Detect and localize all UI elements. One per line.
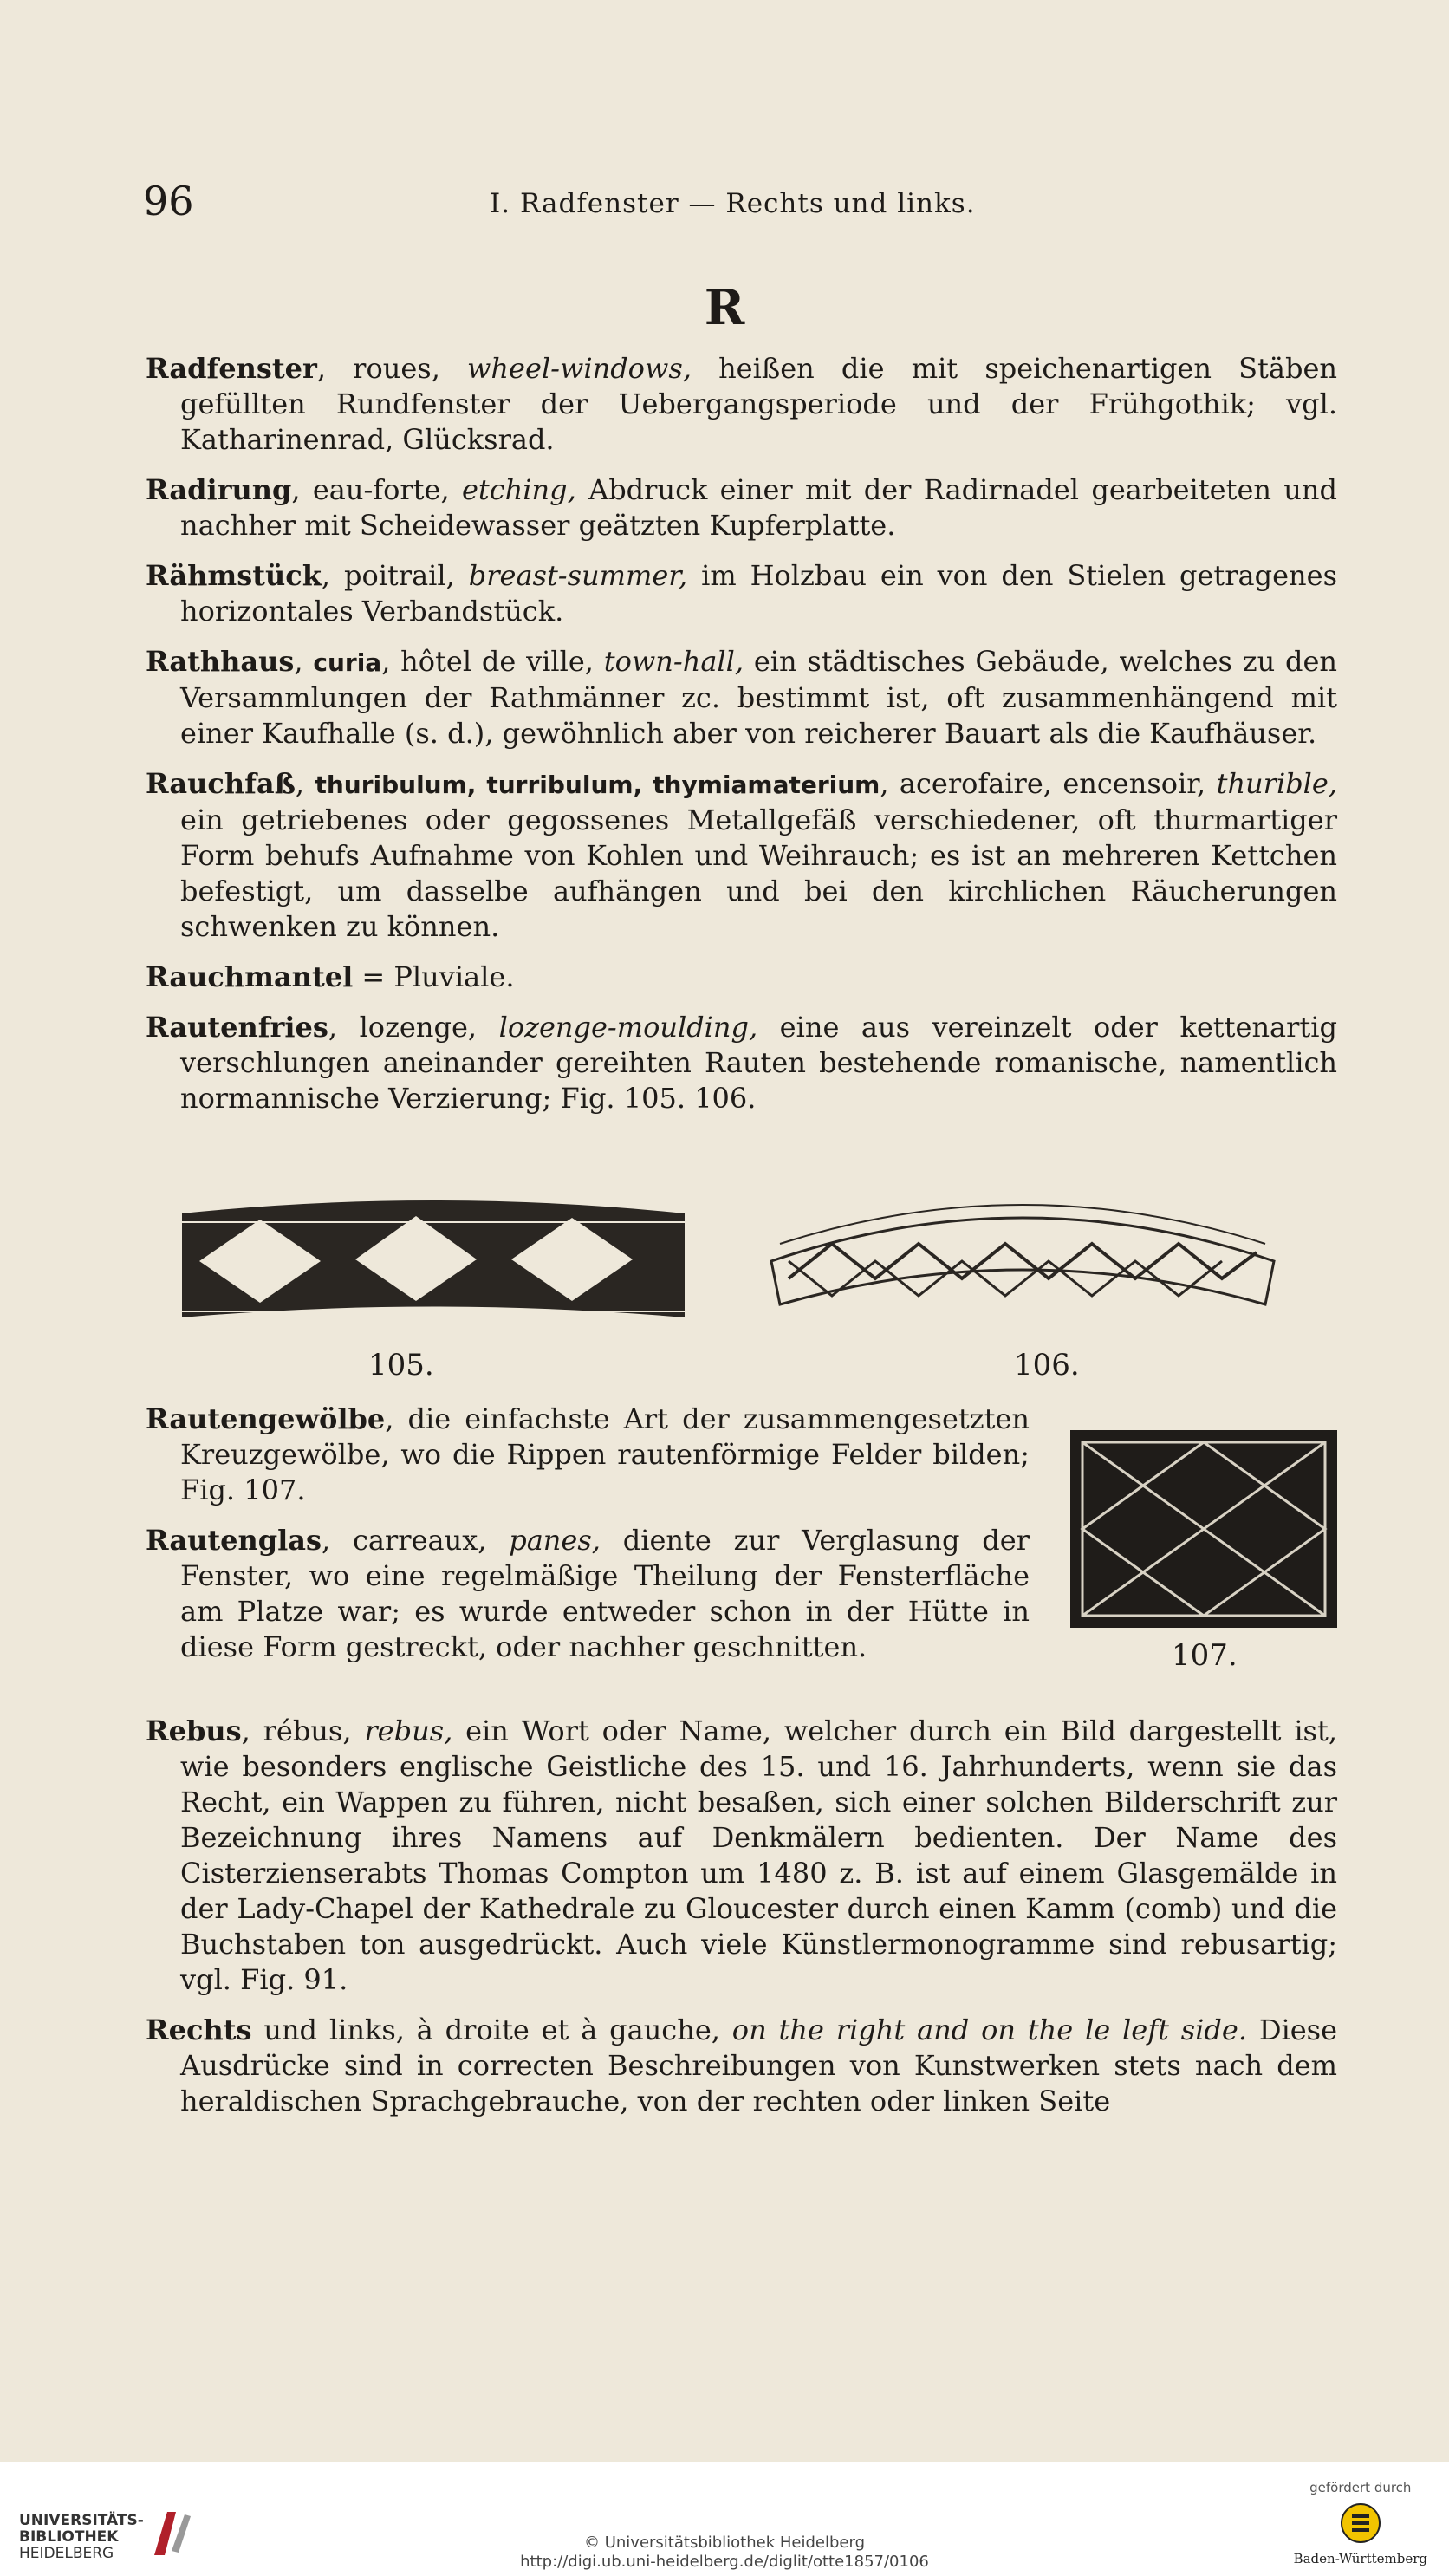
headword: Rautengewölbe: [146, 1402, 386, 1435]
baden-wuerttemberg-logo-icon: [1340, 2502, 1381, 2544]
dictionary-entry: [146, 644, 1337, 751]
entry-text: ein Wort oder Name, welcher durch ein Bild dargestellt ist, wie besonders englische Geistliche des 15. und 16. Jahrhunderts, wenn sie das Recht, ein Wappen zu führen, nicht besaßen, sich einer solchen Bilderschrift zur Bezeichnung ihres Namens auf Denkmälern bedienten. Der Name des Cisterzienserabts Thomas Compton um 1480 z. B. ist auf einem Glasgemälde in der Lady-Chapel der Kathedrale zu Gloucester durch einen Kamm (comb) und die Buchstaben ton ausgedrückt. Auch viele Künstlermonogramme sind rebusartig; vgl. Fig. 91.: [180, 1714, 1338, 1996]
entry-text: , die einfachste Art der zusammengesetzten Kreuzgewölbe, wo die Rippen rautenförmige Felder bilden; Fig. 107.: [180, 1402, 1030, 1506]
entry-text: , acerofaire, encensoir,: [880, 767, 1217, 800]
dictionary-entry: [146, 558, 1337, 629]
entry-text: ,: [294, 645, 314, 678]
english-term: lozenge-moulding,: [498, 1011, 758, 1044]
entry-text: Abdruck einer mit der Radirnadel gearbeiteten und nachher mit Scheidewasser geätzten Kupferplatte.: [180, 473, 1338, 542]
entry-text: ,: [295, 767, 315, 800]
headword: Rähmstück: [146, 559, 322, 592]
source-url[interactable]: http://digi.ub.uni-heidelberg.de/diglit/otte1857/0106: [520, 2553, 929, 2571]
lozenge-frieze-figure-105: [182, 1192, 685, 1339]
headword: Rautenfries: [146, 1011, 328, 1044]
entry-text: , hôtel de ville,: [381, 645, 604, 678]
copyright-text: © Universitätsbibliothek Heidelberg: [583, 2534, 865, 2552]
latin-term: curia: [313, 648, 382, 677]
dictionary-entry: [146, 1523, 1030, 1665]
entry-text: ein getriebenes oder gegossenes Metallgefäß verschiedener, oft thurmartiger Form behufs Aufnahme von Kohlen und Weihrauch; es ist an mehreren Kettchen befestigt, um dasselbe aufhängen und bei den kirchlichen Räucherungen schwenken zu können.: [180, 803, 1337, 943]
headword: Rautenglas: [146, 1524, 322, 1557]
english-term: breast-summer,: [468, 559, 688, 592]
running-title: I. Radfenster — Rechts und links.: [490, 188, 976, 219]
entries-lower: [146, 1714, 1337, 2134]
figure-105-caption: 105.: [368, 1348, 434, 1382]
lozenge-frieze-figure-106: [763, 1183, 1283, 1339]
entry-text: im Holzbau ein von den Stielen getragenes horizontales Verbandstück.: [180, 559, 1338, 628]
dictionary-entry: [146, 472, 1337, 543]
library-line-3: HEIDELBERG: [19, 2545, 114, 2562]
entry-text: diente zur Verglasung der Fenster, wo eine regelmäßige Theilung der Fensterfläche am Platze war; es wurde entweder schon in der Hütte in diese Form gestreckt, oder nachher geschnitten.: [180, 1524, 1030, 1663]
english-term: panes,: [509, 1524, 601, 1557]
entry-text: und links, à droite et à gauche,: [251, 2013, 732, 2046]
funder-name: Baden-Württemberg: [1293, 2551, 1427, 2566]
figures-105-106: [173, 1183, 1300, 1400]
entry-text: , rébus,: [241, 1714, 365, 1747]
rib-vault-figure-107: [1070, 1430, 1337, 1628]
entry-text: eine aus vereinzelt oder kettenartig verschlungen aneinander gereihten Rauten bestehende romanische, namentlich normannische Verzierung; Fig. 105. 106.: [180, 1011, 1338, 1115]
funding-block: [1294, 2480, 1427, 2566]
figure-106-caption: 106.: [1014, 1348, 1080, 1382]
dictionary-entry: [146, 351, 1337, 458]
headword: Rathhaus: [146, 645, 295, 678]
english-term: town-hall,: [603, 645, 744, 678]
entry-text: , eau-forte,: [291, 473, 462, 506]
english-term: rebus,: [364, 1714, 453, 1747]
dictionary-entry: [146, 2013, 1337, 2119]
headword: Rebus: [146, 1714, 242, 1747]
entry-text: , poitrail,: [321, 559, 469, 592]
entry-text: , lozenge,: [328, 1011, 499, 1044]
entry-text: , roues,: [316, 352, 468, 385]
library-line-1: UNIVERSITÄTS-: [19, 2512, 144, 2529]
headword: Rauchmantel: [146, 960, 354, 993]
headword: Rechts: [146, 2013, 252, 2046]
dictionary-entry: [146, 1714, 1337, 1998]
page-header: [143, 178, 1339, 230]
funded-by-text: gefördert durch: [1309, 2480, 1412, 2495]
dictionary-entry: [146, 1010, 1337, 1116]
entry-text: Diese Ausdrücke sind in correcten Beschreibungen von Kunstwerken stets nach dem heraldischen Sprachgebrauche, von der rechten oder linken Seite: [180, 2013, 1338, 2117]
entry-text: ein städtisches Gebäude, welches zu den Versammlungen der Rathmänner zc. bestimmt ist, oft zusammenhängend mit einer Kaufhalle (s. d.), gewöhnlich aber von reicherer Bauart als die Kaufhäuser.: [180, 645, 1338, 750]
headword: Radirung: [146, 473, 292, 506]
page-number: 96: [143, 178, 194, 224]
dictionary-entry: [146, 766, 1337, 945]
english-term: etching,: [461, 473, 576, 506]
entries-narrow: [146, 1402, 1030, 1680]
headword: Radfenster: [146, 352, 317, 385]
footer: [0, 2462, 1449, 2576]
figure-107-caption: 107.: [1172, 1638, 1238, 1673]
entry-text: , carreaux,: [322, 1524, 510, 1557]
entry-text: heißen die mit speichenartigen Stäben gefüllten Rundfenster der Uebergangsperiode und der Frühgothik; vgl. Katharinenrad, Glücksrad.: [180, 352, 1338, 456]
copyright-block: [0, 2534, 1449, 2572]
section-letter: R: [704, 279, 745, 336]
english-term: thurible,: [1216, 767, 1338, 800]
entry-text: = Pluviale.: [353, 960, 515, 993]
latin-term: thuribulum, turribulum, thymiamaterium: [315, 771, 880, 799]
headword: Rauchfaß: [146, 767, 296, 800]
library-line-2: BIBLIOTHEK: [19, 2528, 119, 2546]
english-term: on the right and on the le left side.: [731, 2013, 1247, 2046]
entries-top: [146, 351, 1337, 1131]
english-term: wheel-windows,: [467, 352, 692, 385]
dictionary-entry: [146, 1402, 1030, 1508]
dictionary-entry: [146, 959, 1337, 995]
